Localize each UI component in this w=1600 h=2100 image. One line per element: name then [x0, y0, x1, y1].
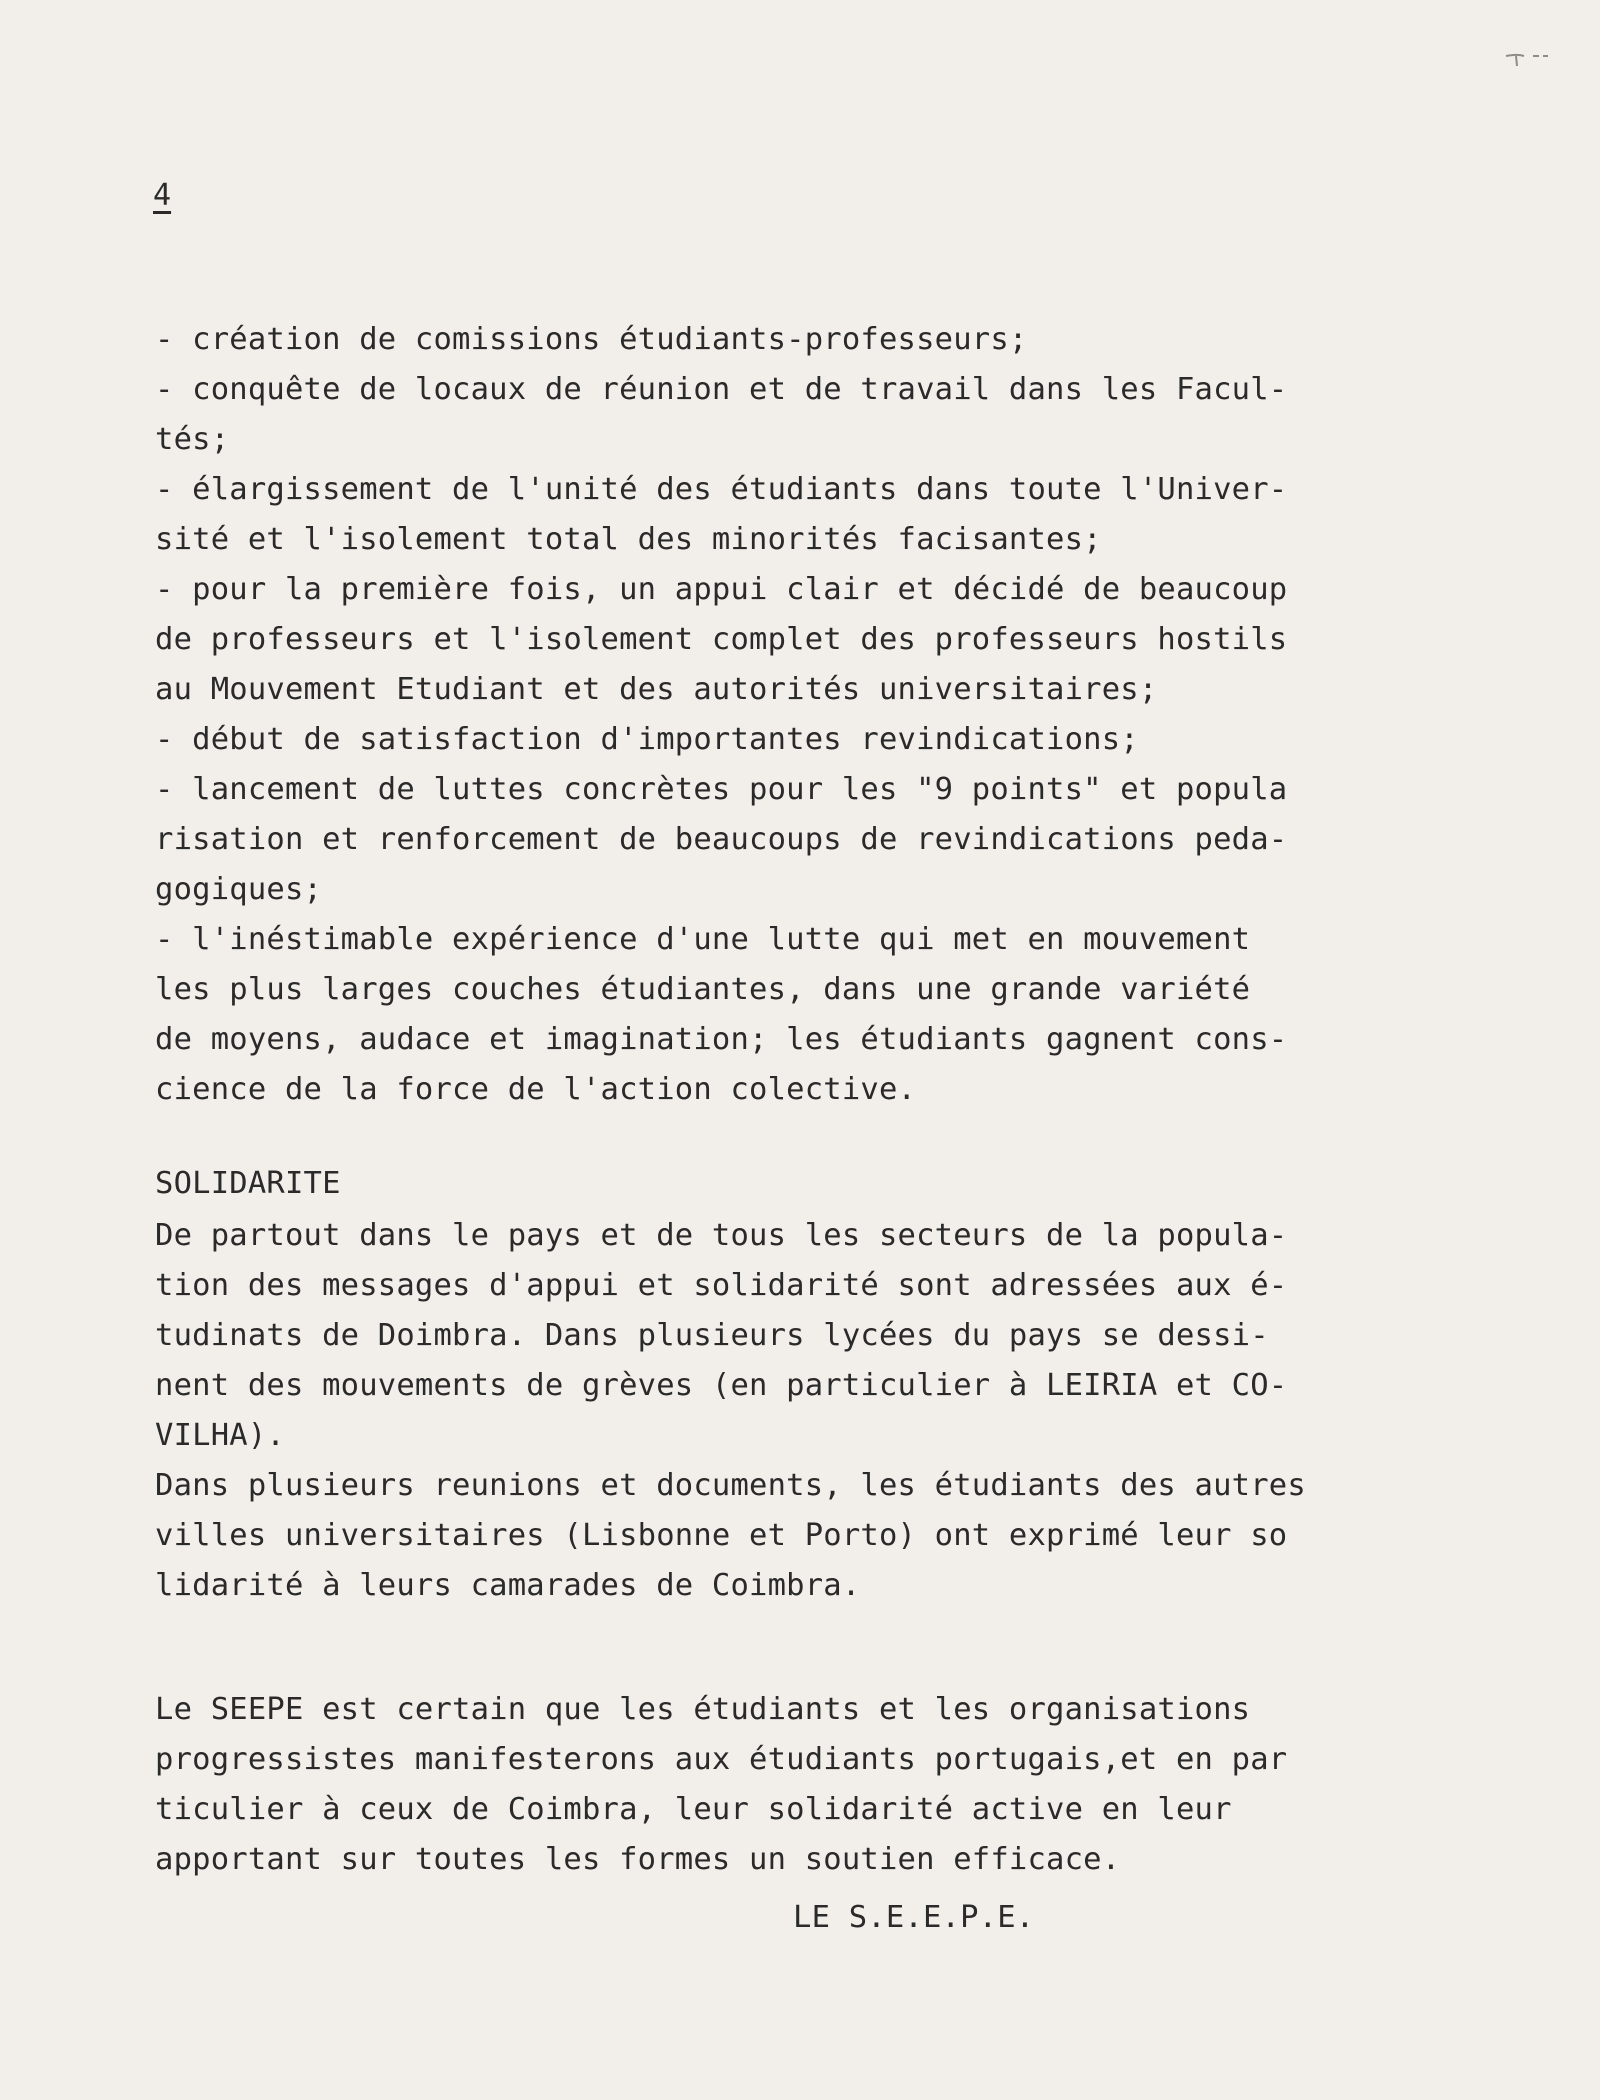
bullet-line: risation et renforcement de beaucoups de revindications peda- [155, 822, 1288, 857]
paragraph-line: nent des mouvements de grèves (en particulier à LEIRIA et CO- [155, 1368, 1288, 1403]
corner-ink-mark [1502, 50, 1550, 70]
bullet-line: les plus larges couches étudiantes, dans une grande variété [155, 972, 1251, 1007]
paragraph-line: villes universitaires (Lisbonne et Porto) ont exprimé leur so [155, 1518, 1288, 1553]
closing-line: progressistes manifesterons aux étudiants portugais,et en par [155, 1742, 1288, 1777]
paragraph-line: De partout dans le pays et de tous les secteurs de la popula- [155, 1218, 1288, 1253]
bullet-line: - l'inéstimable expérience d'une lutte qui met en mouvement [155, 922, 1251, 957]
paragraph-line: lidarité à leurs camarades de Coimbra. [155, 1568, 861, 1603]
bullet-line: sité et l'isolement total des minorités facisantes; [155, 522, 1102, 557]
bullet-line: - début de satisfaction d'importantes revindications; [155, 722, 1139, 757]
document-body [155, 315, 1405, 1943]
page-number: 4 [153, 178, 172, 213]
bullet-line: - création de comissions étudiants-professeurs; [155, 322, 1028, 357]
section-spacing [155, 1115, 1405, 1159]
bullet-line: cience de la force de l'action colective. [155, 1072, 917, 1107]
paragraph-line: VILHA). [155, 1418, 285, 1453]
bullet-line: - pour la première fois, un appui clair et décidé de beaucoup [155, 572, 1288, 607]
section-heading: SOLIDARITE [155, 1166, 341, 1201]
bullet-line: de moyens, audace et imagination; les étudiants gagnent cons- [155, 1022, 1288, 1057]
section-spacing [155, 1611, 1405, 1673]
closing-line: ticulier à ceux de Coimbra, leur solidarité active en leur [155, 1792, 1232, 1827]
signature: LE S.E.E.P.E. [793, 1900, 1035, 1935]
bullet-line: - conquête de locaux de réunion et de travail dans les Facul- [155, 372, 1288, 407]
closing-line: apportant sur toutes les formes un soutien efficace. [155, 1842, 1121, 1877]
paragraph-line: Dans plusieurs reunions et documents, les étudiants des autres [155, 1468, 1306, 1503]
closing-paragraph [155, 1685, 1405, 1885]
bullet-line: tés; [155, 422, 230, 457]
bullet-line: - élargissement de l'unité des étudiants dans toute l'Univer- [155, 472, 1288, 507]
closing-line: Le SEEPE est certain que les étudiants et les organisations [155, 1692, 1251, 1727]
bullet-line: au Mouvement Etudiant et des autorités universitaires; [155, 672, 1158, 707]
bullet-line: de professeurs et l'isolement complet des professeurs hostils [155, 622, 1288, 657]
paragraph-line: tion des messages d'appui et solidarité sont adressées aux é- [155, 1268, 1288, 1303]
bullet-line: gogiques; [155, 872, 323, 907]
paragraph-line: tudinats de Doimbra. Dans plusieurs lycées du pays se dessi- [155, 1318, 1269, 1353]
bullet-line: - lancement de luttes concrètes pour les "9 points" et popula [155, 772, 1288, 807]
